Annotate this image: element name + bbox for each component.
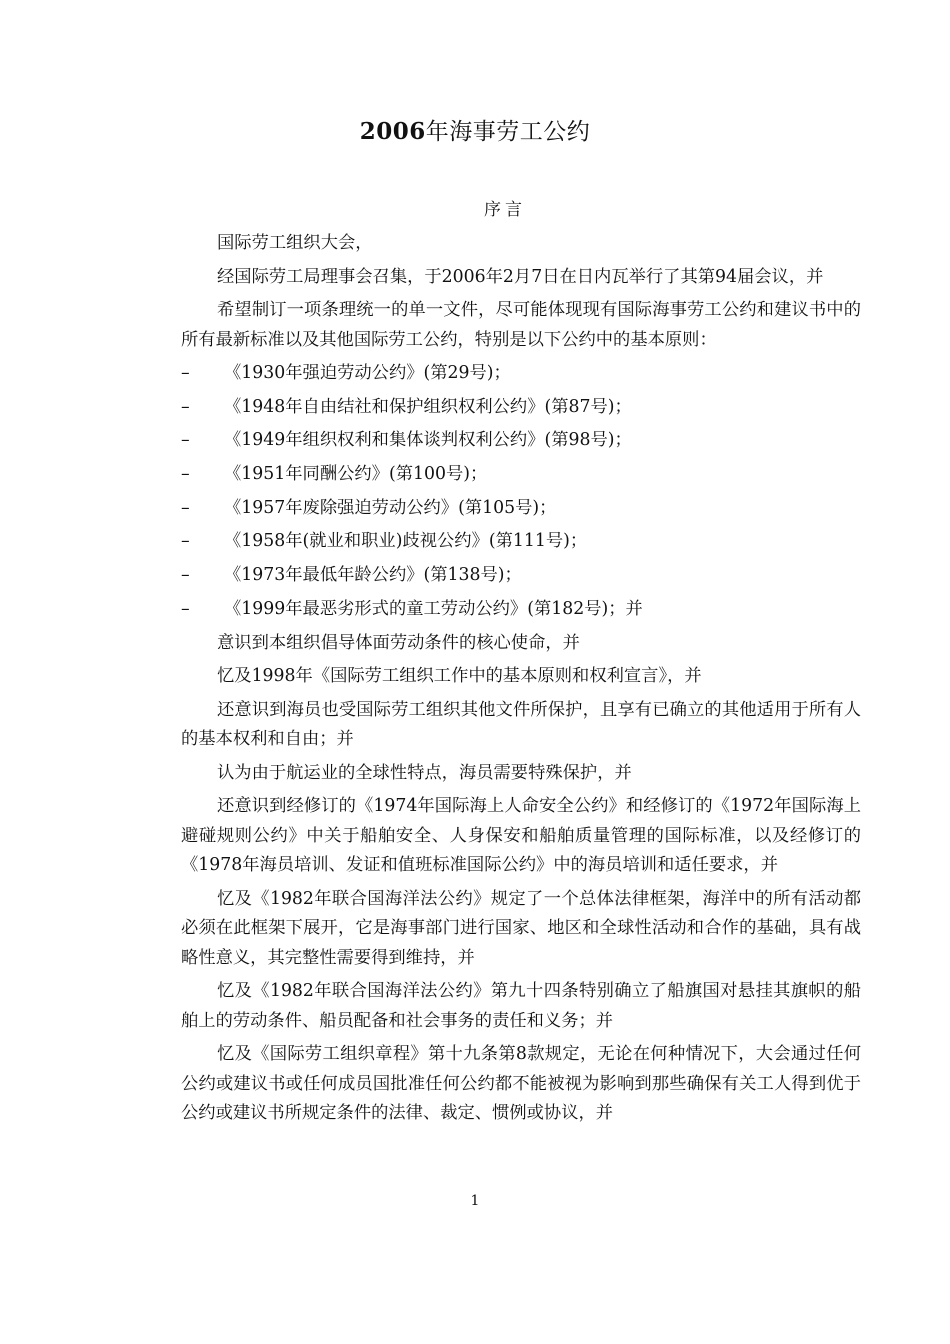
list-dash: – — [181, 464, 190, 485]
list-item-text: 《1999年最恶劣形式的童工劳动公约》(第182号)；并 — [224, 598, 643, 619]
list-item — [181, 393, 861, 423]
section-heading: 序言 — [484, 200, 526, 220]
document-body — [181, 229, 861, 1133]
paragraph: 忆及《1982年联合国海洋法公约》第九十四条特别确立了船旗国对悬挂其旗帜的船舶上的劳动条件、船员配备和社会事务的责任和义务；并 — [181, 981, 861, 1031]
list-item-text: 《1957年废除强迫劳动公约》(第105号)； — [224, 497, 557, 518]
list-dash: – — [181, 497, 190, 518]
page-number: 1 — [470, 1193, 480, 1209]
paragraph: 意识到本组织倡导体面劳动条件的核心使命，并 — [217, 632, 580, 653]
list-item — [181, 460, 861, 490]
title-year: 2006 — [359, 118, 426, 145]
list-item-text: 《1948年自由结社和保护组织权利公约》(第87号)； — [224, 396, 632, 417]
list-item — [181, 561, 861, 591]
list-item — [181, 595, 861, 625]
list-item — [181, 359, 861, 389]
paragraph: 还意识到经修订的《1974年国际海上人命安全公约》和经修订的《1972年国际海上避碰规则公约》中关于船舶安全、人身保安和船舶质量管理的国际标准，以及经修订的《1978年海员培训、发证和值班标准国际公约》中的海员培训和适任要求，并 — [181, 796, 861, 875]
paragraph: 国际劳工组织大会， — [217, 233, 373, 253]
paragraph: 经国际劳工局理事会召集，于2006年2月7日在日内瓦举行了其第94届会议，并 — [217, 266, 824, 287]
list-dash: – — [181, 396, 190, 417]
list-dash: – — [181, 531, 190, 552]
list-dash: – — [181, 363, 190, 383]
list-item-text: 《1930年强迫劳动公约》(第29号)； — [224, 363, 511, 383]
list-item-text: 《1973年最低年龄公约》(第138号)； — [224, 565, 522, 586]
list-item-text: 《1958年(就业和职业)歧视公约》(第111号)； — [224, 531, 588, 552]
list-item — [181, 494, 861, 524]
title-text: 年海事劳工公约 — [425, 119, 591, 145]
paragraph: 希望制订一项条理统一的单一文件，尽可能体现现有国际海事劳工公约和建议书中的所有最新标准以及其他国际劳工公约，特别是以下公约中的基本原则： — [181, 300, 861, 350]
list-dash: – — [181, 598, 190, 619]
paragraph: 还意识到海员也受国际劳工组织其他文件所保护，且享有已确立的其他适用于所有人的基本权利和自由；并 — [181, 699, 861, 749]
paragraph: 忆及《1982年联合国海洋法公约》规定了一个总体法律框架，海洋中的所有活动都必须在此框架下展开，它是海事部门进行国家、地区和全球性活动和合作的基础，具有战略性意义，其完整性需要得到维持，并 — [181, 888, 861, 968]
list-item-text: 《1949年组织权利和集体谈判权利公约》(第98号)； — [224, 430, 632, 451]
list-item-text: 《1951年同酬公约》(第100号)； — [224, 464, 488, 485]
list-dash: – — [181, 430, 190, 451]
list-dash: – — [181, 565, 190, 586]
document-title — [0, 114, 950, 150]
paragraph: 忆及1998年《国际劳工组织工作中的基本原则和权利宣言》，并 — [217, 666, 702, 686]
paragraph: 认为由于航运业的全球性特点，海员需要特殊保护，并 — [217, 762, 632, 783]
paragraph: 忆及《国际劳工组织章程》第十九条第8款规定，无论在何种情况下，大会通过任何公约或建议书或任何成员国批准任何公约都不能被视为影响到那些确保有关工人得到优于公约或建议书所规定条件的法律、裁定、惯例或协议，并 — [181, 1044, 861, 1123]
list-item — [181, 527, 861, 557]
list-item — [181, 426, 861, 456]
